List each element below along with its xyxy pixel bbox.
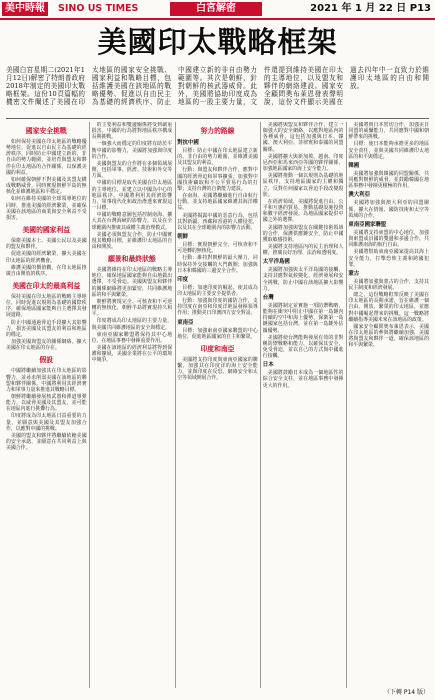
- paragraph: 美國與盟友的合作將在多個領域展開，包括軍事、經濟、技術和外交等方面。: [91, 160, 173, 180]
- paragraph: 一個強大而穩定的印度將有助於平衡中國的影響力，美國將加強與印度的合作。: [91, 141, 173, 160]
- paragraph: 美國將加強與澳大利亞的同盟關係，擴大在情報、國防技術和太空等領域的合作。: [348, 200, 429, 219]
- subsection-heading: 韓國: [348, 162, 360, 169]
- section-heading: 願景和最終狀態: [108, 255, 156, 264]
- continued-note: （下轉 P14 版）: [383, 689, 429, 696]
- article-column-4: [263, 122, 344, 688]
- subsection-heading: 日本: [262, 362, 274, 369]
- section-heading: 美國的國家利益: [22, 226, 71, 235]
- article-column-3: [177, 122, 258, 688]
- paragraph: 朝鮮將實現完全、可核查和不可逆轉的無核化，朝鮮半島將實現持久和平。: [91, 298, 173, 318]
- paragraph: 行動：維持對朝鮮的最大壓力，同時保持外交接觸的大門敞開；加強與日本和韓國的三邊安全合作。: [177, 255, 258, 274]
- paragraph: 促進美國的經濟繁榮，擴大美國在印太地區的經濟機會。: [6, 251, 87, 264]
- article-column-1: [6, 122, 87, 688]
- paragraph: 維護美國的價值觀，在印太地區推廣自由開放的秩序。: [6, 264, 87, 277]
- subsection-heading: 朝鮮: [177, 234, 188, 241]
- subsection-heading: 台灣: [262, 294, 274, 301]
- column-divider: [175, 122, 176, 688]
- section-heading: 假設: [39, 356, 54, 365]
- subsection-heading: 蒙古: [348, 270, 360, 277]
- masthead-rule: [0, 18, 435, 20]
- paragraph: 美國將支持地區內的民主治理和人權，推廣良好治理、法治和透明度。: [262, 243, 344, 257]
- subsection-heading: 對抗中國: [177, 140, 199, 146]
- section-heading: 努力的路線: [200, 127, 235, 135]
- section-label: 白宮解密: [170, 2, 262, 16]
- paragraph: 的主要利益和雙邊關係將受到嚴重損害。中國的行為將對地區秩序構成長期挑戰。: [91, 122, 173, 141]
- subsection-heading: 太平洋島國: [262, 259, 290, 266]
- paragraph: 中國的目標是取代美國在印太地區的主導地位，並建立以中國為中心的地區秩序。中國將利用其經濟影響力、軍事現代化和政治滲透來實現這一目標。: [91, 180, 173, 212]
- paragraph: 如何確保朝鮮不對美國及其盟友構成戰略威脅，同時實現朝鮮半島的無核化並維護地區和平穩定。: [6, 176, 87, 196]
- paragraph: 中國將繼續加強其在印太地區的影響力，並尋求削弱美國在該地區的聯盟和夥伴關係。中國將利用其經濟實力和軍事力量來推進其戰略目標。: [6, 368, 87, 393]
- paragraph: 防止中國通過脅迫手段擴大其影響力，損害美國及其盟友的利益和地區的穩定。: [6, 319, 87, 338]
- paragraph: 行動：與盟友和夥伴合作，應對中國的經濟脅迫和軍事擴張；加強對中國技術竊取和不公平貿易行為的打擊；支持台灣的自衛能力建設。: [177, 167, 258, 192]
- paragraph: 美國將加強與太平洋島國的接觸，支持其應對氣候變化、經濟發展和安全挑戰，防止中國在該地區擴大影響力。: [262, 267, 344, 292]
- paragraph: 美國將加強與韓國的同盟關係，共同應對朝鮮的威脅，並鼓勵韓國在地區事務中發揮更積極的作用。: [348, 170, 429, 190]
- paragraph: 印度將成為印太地區日益重要的力量，並願意與美國及其盟友加強合作，以應對中國的挑戰。: [6, 413, 87, 432]
- paragraph: 美國將擴大與新加坡、越南、印度尼西亞和馬來西亞等國的夥伴關係，加強地區國家的海上安全能力。: [262, 153, 344, 173]
- paragraph: 目標：加速印度的崛起，使其成為印太地區的主要安全提供者。: [177, 284, 258, 297]
- section-heading: 國家安全挑戰: [25, 127, 67, 135]
- paragraph: 美國將推動一個以規則為基礎的地區秩序，支持地區國家的主權和獨立，反對任何國家以脅迫手段改變現狀。: [262, 173, 344, 198]
- subsection-heading: 印度: [177, 276, 188, 283]
- issue-date-page: 2021 年 1 月 22 日 P13: [310, 3, 431, 14]
- paragraph: 在南海，美國將繼續進行自由航行行動，並支持地區國家維護其海洋權益。: [177, 193, 258, 212]
- paragraph: 目標：防止中國在印太地區建立新的、非自由的勢力範圍，並維護美國及其盟友的利益。: [177, 148, 258, 167]
- paragraph: 美國將制定並實施一項防禦戰略，能夠在衝突中阻止中國在第一島鏈內持續的空中和海上優勢，保衛第一島鏈國家包括台灣，並在第一島鏈外佔據優勢。: [262, 302, 344, 334]
- paragraph: 目標：實現朝鮮完全、可核查和不可逆轉的無核化。: [177, 242, 258, 255]
- headline: 美國印太戰略框架: [97, 25, 338, 59]
- paragraph: 美國將加強與盟友在關鍵技術領域的合作，保護供應鏈安全，防止中國獲取敏感技術。: [262, 224, 344, 243]
- paragraph: 國家安全顧問奧布萊恩表示，美國在印太地區的參與將繼續加強，美國將與盟友和夥伴一道，確保該地區的和平與繁榮。: [348, 323, 429, 349]
- section-heading: 美國在印太的最高利益: [12, 281, 81, 290]
- paragraph: 美國將加強與蒙古的合作，支持其民主制度和經濟發展。: [348, 278, 429, 291]
- paragraph: 美國將揭露中國的惡意行為，包括其對新疆、西藏和香港的人權侵犯，以及其在全球範圍內的影響力活動。: [177, 212, 258, 231]
- paragraph: 如何在維持美國的全球領導地位的同時，推進美國的經濟繁榮，並確保美國在該地區的商業與安全利益不受損害。: [6, 196, 87, 221]
- paragraph: 美國在該地區的經濟利益將得到保護和擴展，美國企業將在公平的環境中競爭。: [91, 345, 173, 364]
- paragraph: 如何保持美國在印太地區的戰略優勢地位，促進以自由民主為基礎的經濟秩序，同時防止中國建立新的、非自由的勢力範圍，並培育與盟友和夥伴在印太地區的合作關係，以保護美國的利益。: [6, 139, 87, 176]
- paragraph: 美國將幫助東南亞國家提高其海上安全能力，打擊恐怖主義和跨國犯罪。: [348, 249, 429, 268]
- paragraph: 總之，這份戰略框架反映了美國在印太地區的長期承諾，旨在維護一個自由、開放、繁榮的印太地區，並應對中國崛起帶來的挑戰。這一戰略將繼續指導美國未來在該地區的政策。: [348, 292, 429, 323]
- paragraph: 在經濟領域，美國將促進自由、公平和互惠的貿易，推動基礎設施投資和數字經濟發展，為地區國家提供中國之外的選擇。: [262, 198, 344, 224]
- column-divider: [260, 122, 261, 688]
- paragraph: 印度將成為印太地區的主要力量，與美國共同維護地區的安全與穩定。: [91, 318, 173, 331]
- paragraph: 朝鮮將繼續發展核武器和彈道導彈能力，以威脅美國及其盟友，並可能在地區內進行挑釁行為。: [6, 394, 87, 413]
- paragraph: 美國將與盟友和夥伴合作，建立一個強大的安全網絡，以應對地區內的各種威脅。這包括加強與日本、韓國、澳大利亞、菲律賓和泰國的同盟關係。: [262, 122, 344, 153]
- paragraph: 加強美國與盟友的關係網絡，擴大美國在印太地區的存在。: [6, 339, 87, 352]
- paragraph: 美國必須與盟友合作，防止中國實現其戰略目標，並維護印太地區的自由和開放。: [91, 231, 173, 250]
- paragraph: 美國將與日本密切合作，加強美日同盟的威懾能力，共同應對中國和朝鮮帶來的挑戰。: [348, 122, 429, 141]
- column-divider: [346, 122, 347, 688]
- paragraph: 美國將支持東盟的中心地位，加強與東盟成員國的雙邊和多邊合作，共同維護南海的航行自由。: [348, 229, 429, 249]
- subsection-heading: 澳大利亞: [348, 192, 370, 199]
- lead-rule: [6, 118, 429, 119]
- paragraph: 保持美國在印太地區的戰略主導地位，同時促進以規則為基礎的國際秩序，確保地區國家能夠自主選擇其發展道路。: [6, 293, 87, 319]
- article-column-5: [348, 122, 429, 688]
- subsection-heading: 東南亞國家聯盟: [348, 221, 387, 228]
- paragraph: 保衛美國本土、美國公民以及美國的盟友和夥伴。: [6, 238, 87, 251]
- masthead: [0, 0, 435, 18]
- paragraph: 行動：加強與印度的國防合作，支持印度在南亞和印度洋地區發揮領導作用；推動美日印澳四方安全對話。: [177, 298, 258, 317]
- column-divider: [89, 122, 90, 688]
- newspaper-brand: SINO US TIMES: [58, 3, 139, 14]
- newspaper-logo: 美中時報: [2, 2, 48, 16]
- paragraph: 美國的盟友和夥伴將繼續依賴美國的安全承諾，並願意在共同利益上與美國合作。: [6, 432, 87, 452]
- subsection-heading: 東南亞: [177, 319, 194, 326]
- paragraph: 東南亞國家聯盟將保持其中心地位，在地區事務中發揮重要作用。: [91, 331, 173, 344]
- paragraph: 美國將鼓勵日本成為一個地區性的綜合安全支柱，並在地區事務中發揮更大的作用。: [262, 370, 344, 389]
- paragraph: 美國將使台灣能夠發展有效的非對稱防禦戰略和能力，以確保其安全，免受脅迫，並以自己的方式與中國進行接觸。: [262, 334, 344, 360]
- section-heading: 印度和南亞: [200, 344, 235, 353]
- paragraph: 目標：加強東南亞國家聯盟的中心地位，促進地區國家的自主和繁榮。: [177, 327, 258, 340]
- lead-paragraph: 美國白宮星期二(2021年1月12日)解密了特朗普政府2018年制定的美國印太戰略框架。這份10頁篇幅的機密文件闡述了美國在印太地區的國家安全挑戰、國家利益和戰略目標，包括維護美國在該地區的戰略優勢、促進以自由民主為基礎的經濟秩序、防止中國建立新的非自由勢力範圍等。其次是朝鮮，針對朝鮮的核武器威脅。此外，美國將協助印度成為地區的一股主要力量，文件還提到維持美國在印太的主導地位，以及盟友和夥伴的網絡建設。國家安全顧問奧布萊恩發表聲明說，這份文件顯示美國在過去四年中一直致力於維護印太地區的自由和開放。: [6, 66, 429, 106]
- paragraph: 美國將支持印度與東南亞國家的聯繫，加強其在印度洋的海上安全能力，並與印度在反恐、網絡安全和太空等領域開展合作。: [177, 356, 258, 382]
- paragraph: 目標：使日本能夠承擔更多的地區安全責任，並與美國共同維護印太地區的和平與穩定。: [348, 141, 429, 160]
- paragraph: 中國的戰略意圖包括控制南海、擴大其在台灣海峽的影響力，以及在全球範圍內推廣其威權主義治理模式。: [91, 212, 173, 231]
- paragraph: 美國將維持在印太地區的戰略主導地位，確保地區國家能夠自由地做出選擇，不受脅迫。美國與盟友和夥伴的關係網絡將更加緊密，共同維護地區的和平與繁榮。: [91, 267, 173, 298]
- article-column-2: [92, 122, 173, 688]
